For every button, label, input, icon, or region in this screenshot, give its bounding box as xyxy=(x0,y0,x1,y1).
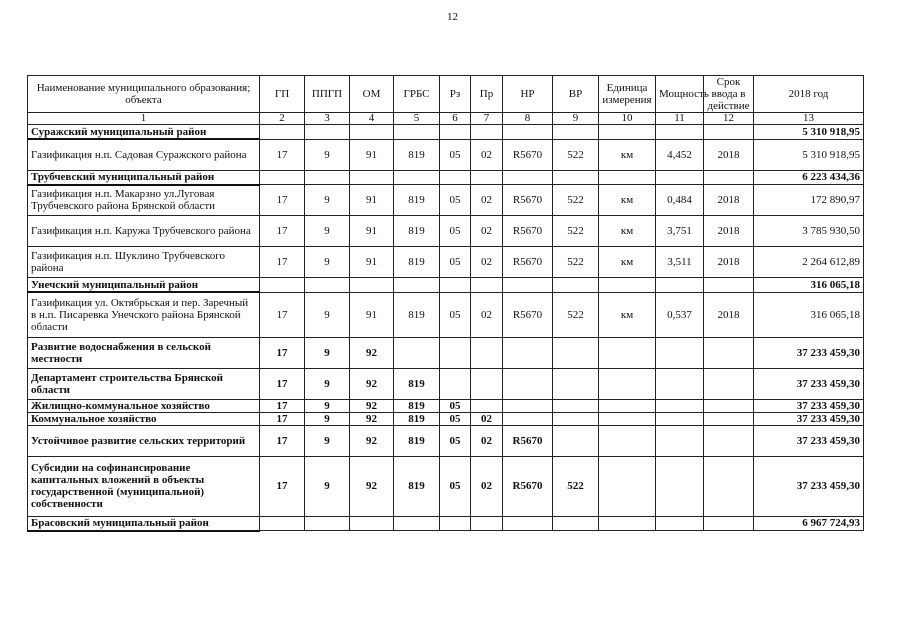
header-grbs: ГРБС xyxy=(394,76,440,113)
object-row xyxy=(28,292,864,337)
row-nr xyxy=(503,399,553,412)
row-grbs: 819 xyxy=(394,368,440,399)
column-number: 1 xyxy=(28,113,260,125)
row-commissioning: 2018 xyxy=(704,139,754,170)
row-rz: 05 xyxy=(440,292,471,337)
summary-row xyxy=(28,399,864,412)
row-unit xyxy=(599,412,656,425)
row-name: Устойчивое развитие сельских территорий xyxy=(28,425,260,456)
row-nr: R5670 xyxy=(503,185,553,216)
row-ppgp: 9 xyxy=(305,292,350,337)
row-name: Коммунальное хозяйство xyxy=(28,412,260,425)
budget-table xyxy=(27,75,864,532)
row-capacity xyxy=(656,337,704,368)
summary-row xyxy=(28,456,864,516)
row-grbs: 819 xyxy=(394,292,440,337)
row-grbs xyxy=(394,125,440,140)
row-vr: 522 xyxy=(553,139,599,170)
column-number: 5 xyxy=(394,113,440,125)
row-grbs: 819 xyxy=(394,139,440,170)
row-unit xyxy=(599,368,656,399)
row-rz: 05 xyxy=(440,412,471,425)
row-grbs: 819 xyxy=(394,456,440,516)
row-unit xyxy=(599,456,656,516)
row-gp: 17 xyxy=(260,185,305,216)
row-ppgp xyxy=(305,125,350,140)
row-gp: 17 xyxy=(260,216,305,247)
row-vr xyxy=(553,399,599,412)
row-pr xyxy=(471,125,503,140)
row-rz: 05 xyxy=(440,247,471,278)
row-gp: 17 xyxy=(260,337,305,368)
row-unit xyxy=(599,125,656,140)
row-ppgp: 9 xyxy=(305,368,350,399)
row-nr: R5670 xyxy=(503,456,553,516)
object-row xyxy=(28,185,864,216)
row-unit: км xyxy=(599,247,656,278)
row-amount: 2 264 612,89 xyxy=(754,247,864,278)
row-unit: км xyxy=(599,292,656,337)
row-commissioning xyxy=(704,516,754,531)
row-capacity xyxy=(656,278,704,293)
row-unit xyxy=(599,399,656,412)
header-gp: ГП xyxy=(260,76,305,113)
row-ppgp: 9 xyxy=(305,456,350,516)
row-amount: 172 890,97 xyxy=(754,185,864,216)
row-commissioning: 2018 xyxy=(704,292,754,337)
row-gp: 17 xyxy=(260,247,305,278)
header-commissioning: Срок ввода в действие xyxy=(704,76,754,113)
row-gp xyxy=(260,125,305,140)
row-om: 91 xyxy=(350,292,394,337)
row-ppgp: 9 xyxy=(305,337,350,368)
row-ppgp: 9 xyxy=(305,216,350,247)
row-gp xyxy=(260,516,305,531)
row-capacity: 4,452 xyxy=(656,139,704,170)
header-unit: Единица измерения xyxy=(599,76,656,113)
row-commissioning: 2018 xyxy=(704,185,754,216)
row-vr xyxy=(553,278,599,293)
row-rz: 05 xyxy=(440,399,471,412)
row-vr xyxy=(553,516,599,531)
row-pr xyxy=(471,278,503,293)
row-commissioning xyxy=(704,412,754,425)
column-number: 13 xyxy=(754,113,864,125)
row-commissioning: 2018 xyxy=(704,216,754,247)
header-vr: ВР xyxy=(553,76,599,113)
row-nr: R5670 xyxy=(503,139,553,170)
column-number: 8 xyxy=(503,113,553,125)
row-om: 91 xyxy=(350,216,394,247)
row-om xyxy=(350,278,394,293)
row-vr: 522 xyxy=(553,247,599,278)
row-gp: 17 xyxy=(260,399,305,412)
row-rz xyxy=(440,516,471,531)
header-capacity: Мощность xyxy=(656,76,704,113)
row-pr: 02 xyxy=(471,185,503,216)
row-pr xyxy=(471,337,503,368)
summary-row xyxy=(28,412,864,425)
header-ppgp: ППГП xyxy=(305,76,350,113)
row-capacity xyxy=(656,456,704,516)
district-row xyxy=(28,278,864,293)
row-om: 92 xyxy=(350,425,394,456)
row-nr: R5670 xyxy=(503,292,553,337)
row-capacity xyxy=(656,516,704,531)
row-rz: 05 xyxy=(440,139,471,170)
row-pr: 02 xyxy=(471,139,503,170)
row-capacity: 3,751 xyxy=(656,216,704,247)
object-row xyxy=(28,216,864,247)
row-name: Суражский муниципальный район xyxy=(28,125,260,140)
row-amount: 37 233 459,30 xyxy=(754,337,864,368)
row-grbs: 819 xyxy=(394,425,440,456)
row-rz xyxy=(440,278,471,293)
row-commissioning xyxy=(704,337,754,368)
row-om: 91 xyxy=(350,185,394,216)
row-name: Жилищно-коммунальное хозяйство xyxy=(28,399,260,412)
row-vr: 522 xyxy=(553,216,599,247)
row-nr xyxy=(503,516,553,531)
column-number: 2 xyxy=(260,113,305,125)
row-commissioning: 2018 xyxy=(704,247,754,278)
row-commissioning xyxy=(704,368,754,399)
row-amount: 5 310 918,95 xyxy=(754,125,864,140)
row-amount: 5 310 918,95 xyxy=(754,139,864,170)
column-number: 12 xyxy=(704,113,754,125)
row-name: Развитие водоснабжения в сельской местности xyxy=(28,337,260,368)
row-name: Газификация н.п. Шуклино Трубчевского района xyxy=(28,247,260,278)
row-gp: 17 xyxy=(260,412,305,425)
row-capacity: 3,511 xyxy=(656,247,704,278)
row-pr: 02 xyxy=(471,456,503,516)
row-nr xyxy=(503,170,553,185)
column-number: 3 xyxy=(305,113,350,125)
summary-row xyxy=(28,425,864,456)
row-vr xyxy=(553,425,599,456)
row-ppgp xyxy=(305,278,350,293)
row-grbs xyxy=(394,278,440,293)
row-capacity xyxy=(656,412,704,425)
table-body xyxy=(28,125,864,531)
row-gp xyxy=(260,170,305,185)
row-capacity xyxy=(656,368,704,399)
row-rz: 05 xyxy=(440,456,471,516)
row-name: Брасовский муниципальный район xyxy=(28,516,260,531)
column-numbers-row xyxy=(28,113,864,125)
row-nr xyxy=(503,278,553,293)
row-nr: R5670 xyxy=(503,216,553,247)
column-number: 10 xyxy=(599,113,656,125)
row-grbs: 819 xyxy=(394,399,440,412)
row-name: Департамент строительства Брянской области xyxy=(28,368,260,399)
row-grbs: 819 xyxy=(394,412,440,425)
row-unit xyxy=(599,516,656,531)
row-nr xyxy=(503,412,553,425)
row-amount: 37 233 459,30 xyxy=(754,425,864,456)
row-vr: 522 xyxy=(553,292,599,337)
row-vr: 522 xyxy=(553,456,599,516)
header-name: Наименование муниципального образования; объекта xyxy=(28,76,260,113)
summary-row xyxy=(28,337,864,368)
row-gp: 17 xyxy=(260,425,305,456)
row-ppgp: 9 xyxy=(305,399,350,412)
header-nr: НР xyxy=(503,76,553,113)
row-amount: 37 233 459,30 xyxy=(754,399,864,412)
row-pr: 02 xyxy=(471,292,503,337)
row-grbs: 819 xyxy=(394,185,440,216)
header-rz: Рз xyxy=(440,76,471,113)
row-vr: 522 xyxy=(553,185,599,216)
row-name: Трубчевский муниципальный район xyxy=(28,170,260,185)
row-pr xyxy=(471,368,503,399)
row-name: Газификация н.п. Садовая Суражского района xyxy=(28,139,260,170)
row-unit: км xyxy=(599,185,656,216)
district-row xyxy=(28,125,864,140)
row-capacity xyxy=(656,125,704,140)
row-om: 91 xyxy=(350,139,394,170)
row-pr: 02 xyxy=(471,425,503,456)
row-gp: 17 xyxy=(260,139,305,170)
row-amount: 316 065,18 xyxy=(754,292,864,337)
row-om: 92 xyxy=(350,412,394,425)
row-nr: R5670 xyxy=(503,247,553,278)
row-om: 92 xyxy=(350,337,394,368)
summary-row xyxy=(28,368,864,399)
row-unit: км xyxy=(599,139,656,170)
row-unit: км xyxy=(599,216,656,247)
row-ppgp xyxy=(305,516,350,531)
row-om: 92 xyxy=(350,399,394,412)
row-gp: 17 xyxy=(260,292,305,337)
row-capacity: 0,537 xyxy=(656,292,704,337)
header-om: ОМ xyxy=(350,76,394,113)
row-pr: 02 xyxy=(471,216,503,247)
row-capacity xyxy=(656,399,704,412)
row-grbs xyxy=(394,337,440,368)
row-pr: 02 xyxy=(471,412,503,425)
row-name: Субсидии на софинансирование капитальных вложений в объекты государственной (муниципальной) собственности xyxy=(28,456,260,516)
row-amount: 37 233 459,30 xyxy=(754,456,864,516)
row-gp xyxy=(260,278,305,293)
row-vr xyxy=(553,412,599,425)
district-row xyxy=(28,516,864,531)
row-commissioning xyxy=(704,425,754,456)
row-rz: 05 xyxy=(440,425,471,456)
row-nr xyxy=(503,337,553,368)
row-grbs xyxy=(394,516,440,531)
row-amount: 6 223 434,36 xyxy=(754,170,864,185)
column-number: 11 xyxy=(656,113,704,125)
row-pr xyxy=(471,170,503,185)
column-number: 4 xyxy=(350,113,394,125)
row-om xyxy=(350,125,394,140)
row-om: 92 xyxy=(350,456,394,516)
row-grbs: 819 xyxy=(394,216,440,247)
row-pr xyxy=(471,516,503,531)
row-ppgp: 9 xyxy=(305,185,350,216)
row-rz xyxy=(440,368,471,399)
object-row xyxy=(28,139,864,170)
row-ppgp: 9 xyxy=(305,425,350,456)
district-row xyxy=(28,170,864,185)
row-gp: 17 xyxy=(260,368,305,399)
row-commissioning xyxy=(704,399,754,412)
row-om: 91 xyxy=(350,247,394,278)
row-pr: 02 xyxy=(471,247,503,278)
row-nr xyxy=(503,368,553,399)
row-name: Унечский муниципальный район xyxy=(28,278,260,293)
row-pr xyxy=(471,399,503,412)
row-amount: 37 233 459,30 xyxy=(754,412,864,425)
page-number: 12 xyxy=(447,11,458,23)
column-number: 7 xyxy=(471,113,503,125)
row-grbs: 819 xyxy=(394,247,440,278)
row-name: Газификация н.п. Макарзно ул.Луговая Трубчевского района Брянской области xyxy=(28,185,260,216)
row-commissioning xyxy=(704,278,754,293)
row-vr xyxy=(553,337,599,368)
row-ppgp: 9 xyxy=(305,412,350,425)
column-number: 6 xyxy=(440,113,471,125)
row-unit xyxy=(599,170,656,185)
row-unit xyxy=(599,425,656,456)
row-vr xyxy=(553,170,599,185)
row-om: 92 xyxy=(350,368,394,399)
row-vr xyxy=(553,368,599,399)
row-capacity xyxy=(656,425,704,456)
row-ppgp: 9 xyxy=(305,247,350,278)
row-om xyxy=(350,516,394,531)
row-commissioning xyxy=(704,456,754,516)
row-amount: 37 233 459,30 xyxy=(754,368,864,399)
row-amount: 6 967 724,93 xyxy=(754,516,864,531)
row-rz: 05 xyxy=(440,216,471,247)
row-gp: 17 xyxy=(260,456,305,516)
row-name: Газификация н.п. Каружа Трубчевского района xyxy=(28,216,260,247)
row-rz xyxy=(440,170,471,185)
header-year: 2018 год xyxy=(754,76,864,113)
row-amount: 316 065,18 xyxy=(754,278,864,293)
row-unit xyxy=(599,337,656,368)
row-unit xyxy=(599,278,656,293)
row-nr xyxy=(503,125,553,140)
row-capacity xyxy=(656,170,704,185)
row-vr xyxy=(553,125,599,140)
row-rz xyxy=(440,125,471,140)
header-row xyxy=(28,76,864,113)
column-number: 9 xyxy=(553,113,599,125)
row-ppgp xyxy=(305,170,350,185)
row-rz xyxy=(440,337,471,368)
row-name: Газификация ул. Октябрьская и пер. Заречный в н.п. Писаревка Унечского района Брянской области xyxy=(28,292,260,337)
row-amount: 3 785 930,50 xyxy=(754,216,864,247)
row-grbs xyxy=(394,170,440,185)
row-rz: 05 xyxy=(440,185,471,216)
row-commissioning xyxy=(704,170,754,185)
row-ppgp: 9 xyxy=(305,139,350,170)
object-row xyxy=(28,247,864,278)
row-commissioning xyxy=(704,125,754,140)
header-pr: Пр xyxy=(471,76,503,113)
row-nr: R5670 xyxy=(503,425,553,456)
row-capacity: 0,484 xyxy=(656,185,704,216)
row-om xyxy=(350,170,394,185)
